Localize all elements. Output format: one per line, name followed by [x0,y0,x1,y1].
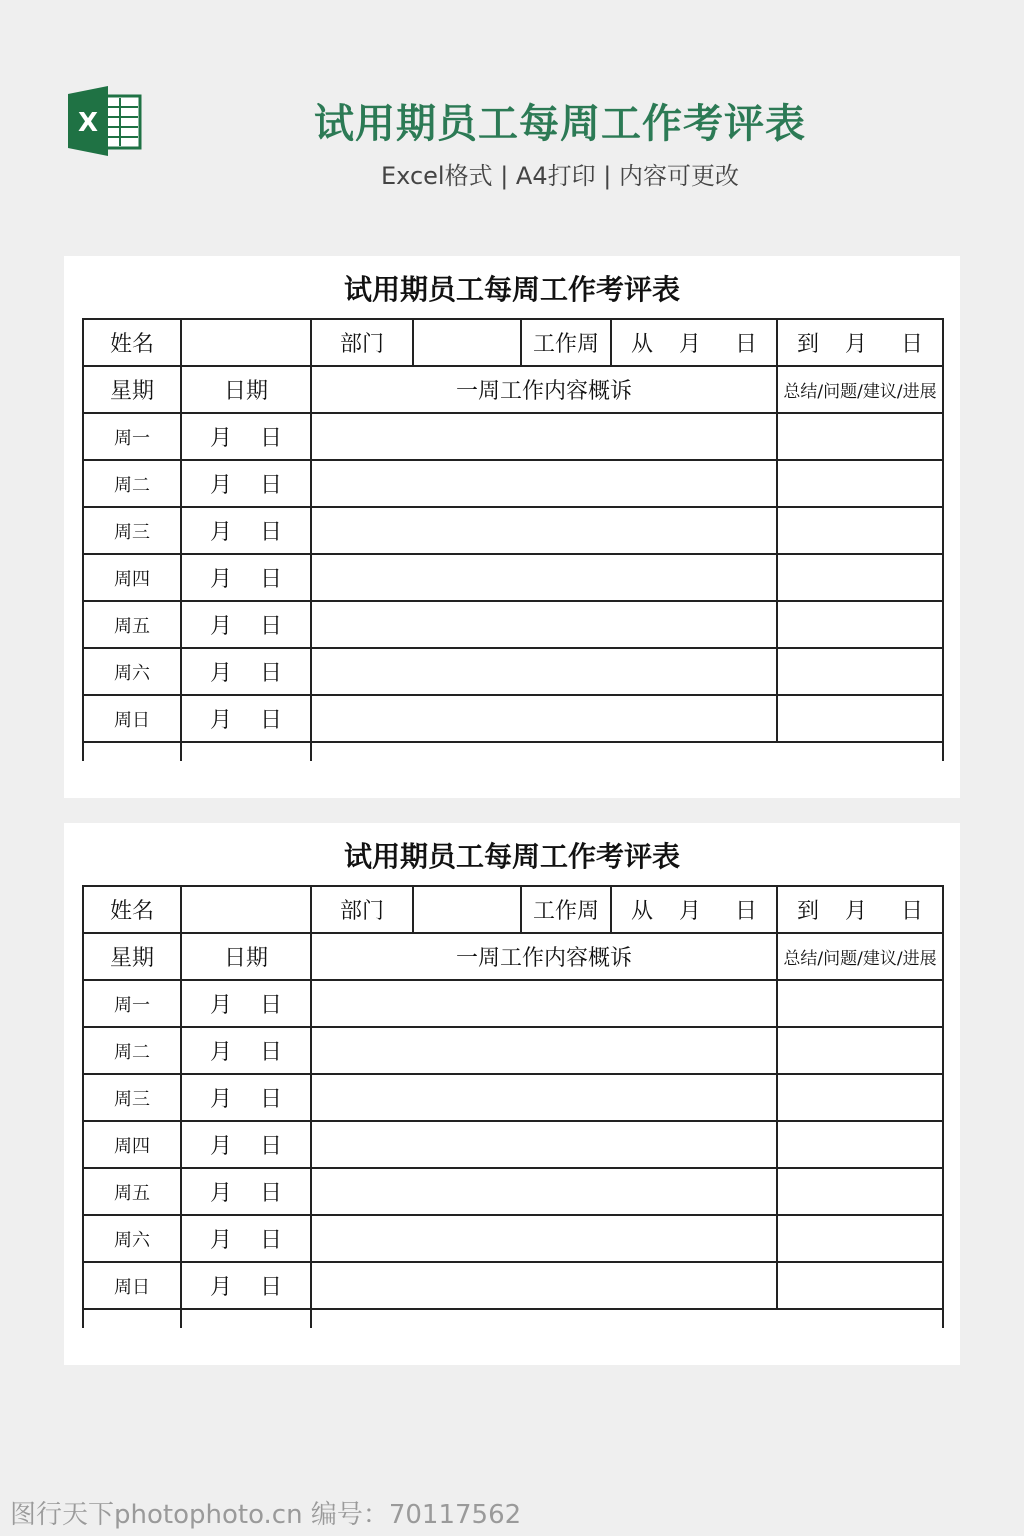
date-cell[interactable] [181,554,311,601]
table-tail-row [83,742,943,761]
day-label: 日 [260,993,283,1018]
date-cell[interactable] [181,507,311,554]
month-label: 月 [209,473,232,498]
header [0,0,1024,230]
summary-cell[interactable] [777,1262,943,1309]
form-card-1 [64,256,960,798]
day-label: 日 [260,426,283,451]
content-cell[interactable] [311,1262,777,1309]
month-label: 月 [209,1228,232,1253]
content-cell[interactable] [311,554,777,601]
content-cell[interactable] [311,1121,777,1168]
summary-cell[interactable] [777,695,943,742]
date-cell[interactable] [181,460,311,507]
day-label: 日 [260,567,283,592]
weekday-cell: 周一 [83,413,181,460]
month-label: 月 [209,1087,232,1112]
table-row [83,460,943,507]
month-label: 月 [209,1040,232,1065]
table-row [83,507,943,554]
day-label: 日 [260,1134,283,1159]
weekday-header: 星期 [83,366,181,413]
summary-cell[interactable] [777,413,943,460]
summary-cell[interactable] [777,980,943,1027]
summary-cell[interactable] [777,507,943,554]
content-cell[interactable] [311,413,777,460]
dept-label: 部门 [311,319,413,366]
day-label: 日 [260,1040,283,1065]
week-to-cell[interactable] [777,886,943,933]
page-subtitle: Excel格式 | A4打印 | 内容可更改 [381,162,739,190]
table-row [83,980,943,1027]
summary-cell[interactable] [777,648,943,695]
name-label: 姓名 [83,886,181,933]
day-label: 日 [735,332,758,357]
day-label: 日 [260,1228,283,1253]
date-cell[interactable] [181,980,311,1027]
summary-cell[interactable] [777,1027,943,1074]
weekday-cell: 周四 [83,1121,181,1168]
date-cell[interactable] [181,1027,311,1074]
day-label: 日 [260,1087,283,1112]
date-cell[interactable] [181,1074,311,1121]
date-cell[interactable] [181,1168,311,1215]
weekday-cell: 周日 [83,1262,181,1309]
weekday-cell: 周二 [83,460,181,507]
month-label: 月 [209,1181,232,1206]
weekday-header: 星期 [83,933,181,980]
week-label: 工作周 [521,319,611,366]
excel-logo-icon [66,86,144,156]
content-cell[interactable] [311,648,777,695]
week-label: 工作周 [521,886,611,933]
weekday-cell: 周二 [83,1027,181,1074]
table-row [83,1074,943,1121]
column-header-row [83,933,943,980]
day-label: 日 [260,520,283,545]
month-label: 月 [678,332,701,357]
table-row [83,1027,943,1074]
content-header: 一周工作内容概诉 [311,933,777,980]
form-title: 试用期员工每周工作考评表 [343,840,680,873]
table-row [83,601,943,648]
to-label: 到 [796,899,819,924]
dept-input-cell[interactable] [413,319,521,366]
month-label: 月 [209,614,232,639]
content-cell[interactable] [311,601,777,648]
day-label: 日 [260,708,283,733]
month-label: 月 [678,899,701,924]
summary-cell[interactable] [777,1215,943,1262]
content-cell[interactable] [311,1074,777,1121]
summary-cell[interactable] [777,1074,943,1121]
content-cell[interactable] [311,980,777,1027]
day-rows [83,413,943,742]
summary-cell[interactable] [777,1168,943,1215]
weekday-cell: 周日 [83,695,181,742]
day-label: 日 [260,1181,283,1206]
form-title: 试用期员工每周工作考评表 [343,273,680,306]
date-cell[interactable] [181,695,311,742]
day-label: 日 [901,899,924,924]
day-rows [83,980,943,1309]
from-label: 从 [630,332,653,357]
table-row [83,1262,943,1309]
date-cell[interactable] [181,1215,311,1262]
weekly-evaluation-table [82,318,944,761]
dept-label: 部门 [311,886,413,933]
week-from-cell[interactable] [611,886,777,933]
content-cell[interactable] [311,1168,777,1215]
month-label: 月 [209,661,232,686]
table-row [83,695,943,742]
month-label: 月 [209,993,232,1018]
weekday-cell: 周六 [83,648,181,695]
table-row [83,1215,943,1262]
content-cell[interactable] [311,460,777,507]
month-label: 月 [209,426,232,451]
date-cell[interactable] [181,1262,311,1309]
month-label: 月 [209,1275,232,1300]
weekday-cell: 周五 [83,601,181,648]
week-from-cell[interactable] [611,319,777,366]
content-cell[interactable] [311,1027,777,1074]
column-header-row [83,366,943,413]
weekday-cell: 周六 [83,1215,181,1262]
summary-header: 总结/问题/建议/进展 [777,366,943,413]
month-label: 月 [209,708,232,733]
week-to-cell[interactable] [777,319,943,366]
content-header: 一周工作内容概诉 [311,366,777,413]
name-label: 姓名 [83,319,181,366]
day-label: 日 [260,614,283,639]
day-label: 日 [260,473,283,498]
name-input-cell[interactable] [181,886,311,933]
date-header: 日期 [181,933,311,980]
summary-cell[interactable] [777,460,943,507]
table-tail-row [83,1309,943,1328]
table-row [83,1121,943,1168]
day-label: 日 [901,332,924,357]
summary-cell[interactable] [777,1121,943,1168]
month-label: 月 [209,520,232,545]
month-label: 月 [844,899,867,924]
date-cell[interactable] [181,648,311,695]
summary-header: 总结/问题/建议/进展 [777,933,943,980]
table-row [83,1168,943,1215]
day-label: 日 [260,661,283,686]
page-title: 试用期员工每周工作考评表 [314,101,806,147]
form-card-2 [64,823,960,1365]
month-label: 月 [209,567,232,592]
day-label: 日 [735,899,758,924]
info-row [83,319,943,366]
weekday-cell: 周五 [83,1168,181,1215]
weekday-cell: 周四 [83,554,181,601]
table-row [83,554,943,601]
weekday-cell: 周三 [83,1074,181,1121]
name-input-cell[interactable] [181,319,311,366]
date-cell[interactable] [181,601,311,648]
month-label: 月 [844,332,867,357]
to-label: 到 [796,332,819,357]
summary-cell[interactable] [777,601,943,648]
info-row [83,886,943,933]
month-label: 月 [209,1134,232,1159]
summary-cell[interactable] [777,554,943,601]
day-label: 日 [260,1275,283,1300]
weekday-cell: 周三 [83,507,181,554]
date-cell[interactable] [181,1121,311,1168]
dept-input-cell[interactable] [413,886,521,933]
watermark: 图行天下photophoto.cn 编号：70117562 [10,1500,522,1530]
weekday-cell: 周一 [83,980,181,1027]
date-header: 日期 [181,366,311,413]
table-row [83,413,943,460]
svg-text:X: X [77,108,99,138]
weekly-evaluation-table [82,885,944,1328]
content-cell[interactable] [311,695,777,742]
content-cell[interactable] [311,1215,777,1262]
from-label: 从 [630,899,653,924]
date-cell[interactable] [181,413,311,460]
content-cell[interactable] [311,507,777,554]
table-row [83,648,943,695]
